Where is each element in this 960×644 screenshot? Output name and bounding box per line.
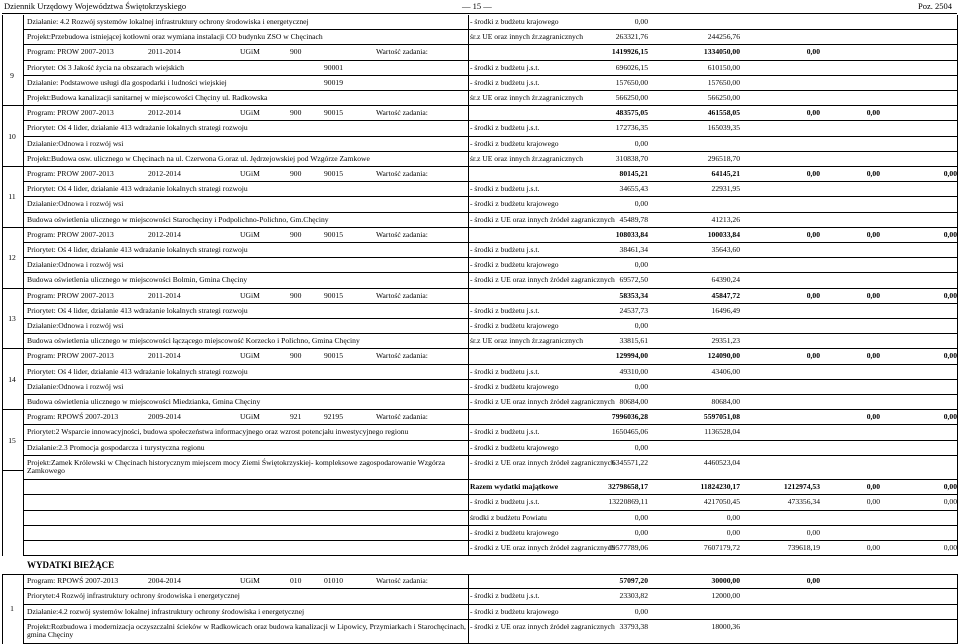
value-year-3: 0,00	[866, 108, 880, 118]
row-rule	[23, 212, 957, 213]
value-total: 0,00	[634, 512, 648, 522]
program-dzial: 010	[290, 576, 302, 586]
total-label: - środki z UE oraz innych źródeł zagranicznych	[470, 542, 615, 552]
value-year-2: 0,00	[806, 576, 820, 586]
program-unit: UGiM	[240, 229, 260, 239]
funding-source: - środki z UE oraz innych źródeł zagranicznych	[470, 621, 615, 631]
value-total: 696026,15	[615, 62, 648, 72]
row-rule	[23, 90, 957, 91]
value-year-4: 0,00	[943, 412, 957, 422]
program-name: Program: RPOWŚ 2007-2013	[27, 412, 119, 422]
value-year-2: 0,00	[806, 47, 820, 57]
value-year-4: 0,00	[943, 290, 957, 300]
left-rule	[23, 15, 24, 556]
row-rule	[23, 272, 957, 273]
value-label: Wartość zadania:	[376, 576, 428, 586]
program-dzial: 900	[290, 351, 302, 361]
total-label: - środki z budżetu j.s.t.	[470, 497, 540, 507]
row-rule	[23, 136, 957, 137]
value-year-1: 22931,95	[711, 184, 740, 194]
row-number: 10	[8, 131, 16, 141]
funding-source: - środki z budżetu j.s.t.	[470, 366, 540, 376]
value-year-2: 0,00	[806, 290, 820, 300]
right-rule	[957, 574, 958, 644]
funding-source: śr.z UE oraz innych źr.zagranicznych	[470, 336, 584, 346]
value-total: 32798658,17	[608, 482, 648, 492]
value-total: 33793,38	[619, 621, 648, 631]
value-year-4: 0,00	[943, 229, 957, 239]
value-total: 1650465,06	[611, 427, 648, 437]
value-total: 0,00	[634, 17, 648, 26]
row-rule	[23, 604, 957, 605]
value-year-3: 0,00	[866, 482, 880, 492]
value-year-1: 5597051,08	[703, 412, 740, 422]
value-year-1: 4217050,45	[703, 497, 740, 507]
group-rule	[2, 470, 23, 471]
value-year-1: 16496,49	[711, 305, 740, 315]
value-total: 310838,70	[615, 153, 648, 163]
header-rule	[2, 13, 957, 14]
row-rule	[23, 455, 957, 456]
row-rule	[23, 379, 957, 380]
journal-title: Dziennik Urzędowy Województwa Świętokrzyskiego	[4, 1, 187, 11]
value-year-1: 244256,76	[707, 32, 740, 42]
program-years: 2012-2014	[148, 108, 181, 118]
program-rozdzial: 01010	[324, 576, 343, 586]
value-total: 0,00	[634, 260, 648, 270]
row-description: Budowa oświetlenia ulicznego w miejscowości Bolmin, Gmina Chęciny	[27, 275, 248, 285]
funding-source: - środki z budżetu j.s.t.	[470, 245, 540, 254]
value-total: 69572,50	[619, 275, 648, 285]
row-description: Działanie:4.2 rozwój systemów lokalnej infrastruktury ochrony środowiska i energetycznej	[27, 606, 305, 616]
row-description: Budowa oświetlenia ulicznego w miejscowości Starochęciny i Podpolichno-Polichno, Gm.Chęciny	[27, 214, 329, 224]
row-rule	[23, 227, 957, 228]
row-rule	[23, 588, 957, 589]
funding-source: - środki z budżetu j.s.t.	[470, 77, 540, 87]
value-year-2: 0,00	[806, 169, 820, 178]
value-year-1: 64390,24	[711, 275, 740, 285]
funding-source: śr.z UE oraz innych źr.zagranicznych	[470, 153, 584, 163]
funding-source: - środki z budżetu j.s.t.	[470, 427, 540, 437]
program-years: 2011-2014	[148, 47, 181, 57]
funding-source: - środki z UE oraz innych źródeł zagranicznych	[470, 457, 615, 467]
value-total: 80145,21	[619, 169, 648, 178]
funding-source: śr.z UE oraz innych źr.zagranicznych	[470, 93, 584, 102]
program-dzial: 900	[290, 169, 302, 178]
value-year-3: 0,00	[866, 351, 880, 361]
position-number: Poz. 2504	[918, 1, 952, 11]
value-year-4: 0,00	[943, 351, 957, 361]
row-rule	[23, 318, 957, 319]
value-year-1: 29351,23	[711, 336, 740, 346]
row-description: Projekt:Przebudowa istniejącej kotłowni oraz wymiana instalacji CO budynku ZSO w Chęcinach	[27, 32, 323, 42]
value-total: 108033,84	[615, 229, 648, 239]
value-year-1: 0,00	[726, 512, 740, 522]
group-rule	[2, 409, 23, 410]
row-description: Działanie:Odnowa i rozwój wsi	[27, 381, 124, 391]
program-name: Program: RPOWŚ 2007-2013	[27, 576, 119, 586]
value-year-1: 610150,00	[707, 62, 740, 72]
value-year-2: 0,00	[806, 108, 820, 118]
value-year-1: 43406,00	[711, 366, 740, 376]
row-rule	[23, 394, 957, 395]
value-year-3: 0,00	[866, 497, 880, 507]
row-description: Priorytet: Oś 4 lider, działanie 413 wdrażanie lokalnych strategi rozwoju	[27, 123, 248, 133]
value-total: 483575,05	[615, 108, 648, 118]
row-rule	[23, 242, 957, 243]
program-years: 2004-2014	[148, 576, 181, 586]
total-label: środki z budżetu Powiatu	[470, 512, 547, 522]
program-dzial: 900	[290, 108, 302, 118]
value-year-2: 1212974,53	[783, 482, 820, 492]
row-rozdzial: 90019	[324, 77, 343, 87]
row-rule	[23, 333, 957, 334]
value-total: 263321,76	[615, 32, 648, 42]
value-total: 58353,34	[619, 290, 648, 300]
program-years: 2012-2014	[148, 169, 181, 178]
row-description: Działanie:Odnowa i rozwój wsi	[27, 260, 124, 270]
program-name: Program: PROW 2007-2013	[27, 108, 114, 118]
row-description-cont: Zamkowego	[27, 465, 65, 475]
left-rule	[23, 574, 24, 644]
value-year-2: 473356,34	[787, 497, 820, 507]
value-total: 6345571,22	[611, 457, 648, 467]
row-rule	[23, 364, 957, 365]
value-year-1: 64145,21	[711, 169, 740, 178]
right-rule	[957, 15, 958, 556]
program-rozdzial: 90015	[324, 351, 343, 361]
page-number: — 15 —	[462, 1, 492, 11]
row-number: 14	[8, 374, 16, 384]
funding-source: - środki z UE oraz innych źródeł zagranicznych	[470, 275, 615, 285]
value-total: 0,00	[634, 442, 648, 452]
row-description: Projekt:Rozbudowa i modernizacja oczyszczalni ścieków w Radkowicach oraz budowa kanalizacji w Lipowicy, Przymiarkach i Starochęcinach,	[27, 621, 466, 631]
source-rule	[468, 574, 469, 644]
program-unit: UGiM	[240, 412, 260, 422]
row-number: 15	[8, 435, 16, 445]
value-total: 45489,78	[619, 214, 648, 224]
section-title: WYDATKI BIEŻĄCE	[27, 560, 115, 571]
program-rozdzial: 92195	[324, 412, 343, 422]
group-rule	[2, 288, 23, 289]
value-total: 0,00	[634, 527, 648, 537]
value-label: Wartość zadania:	[376, 351, 428, 361]
row-rule	[23, 510, 957, 511]
value-total: 49310,00	[619, 366, 648, 376]
value-label: Wartość zadania:	[376, 47, 428, 57]
value-label: Wartość zadania:	[376, 108, 428, 118]
funding-source: - środki z budżetu krajowego	[470, 321, 559, 330]
value-year-1: 165039,35	[707, 123, 740, 133]
funding-source: - środki z budżetu j.s.t.	[470, 123, 540, 133]
program-unit: UGiM	[240, 108, 260, 118]
row-rule	[23, 479, 957, 480]
program-rozdzial: 90015	[324, 169, 343, 178]
row-description: Działanie: 4.2 Rozwój systemów lokalnej infrastruktury ochrony środowiska i energetycznej	[27, 17, 309, 26]
row-number: 1	[10, 604, 14, 614]
row-number: 9	[10, 70, 14, 80]
value-total: 19577789,06	[608, 542, 648, 552]
row-description: Działanie:2.3 Promocja gospodarcza i turystyczna regionu	[27, 442, 205, 452]
value-total: 129994,00	[615, 351, 648, 361]
row-description: Projekt:Budowa kanalizacji sanitarnej w miejscowości Chęciny ul. Radkowska	[27, 93, 268, 102]
value-year-1: 296518,70	[707, 153, 740, 163]
program-dzial: 921	[290, 412, 302, 422]
source-rule	[468, 15, 469, 556]
value-year-3: 0,00	[866, 169, 880, 178]
value-year-1: 30000,00	[711, 576, 740, 586]
value-year-1: 566250,00	[707, 93, 740, 102]
value-year-1: 11824230,17	[700, 482, 740, 492]
value-year-3: 0,00	[866, 290, 880, 300]
value-year-4: 0,00	[943, 542, 957, 552]
value-year-1: 18000,36	[711, 621, 740, 631]
program-years: 2011-2014	[148, 351, 181, 361]
row-rule	[23, 257, 957, 258]
value-year-4: 0,00	[943, 482, 957, 492]
value-year-1: 157650,00	[707, 77, 740, 87]
value-total: 38461,34	[619, 245, 648, 254]
value-year-2: 0,00	[806, 229, 820, 239]
funding-source: - środki z budżetu krajowego	[470, 260, 559, 270]
program-unit: UGiM	[240, 169, 260, 178]
value-total: 157650,00	[615, 77, 648, 87]
value-total: 0,00	[634, 138, 648, 148]
row-description: Projekt:Budowa osw. ulicznego w Chęcinach na ul. Czerwona G.oraz ul. Jędrzejowskiej pod Wzgórze Zamkowe	[27, 153, 370, 163]
row-description: Priorytet: Oś 4 lider, działanie 413 wdrażanie lokalnych strategi rozwoju	[27, 305, 248, 315]
value-year-1: 4460523,04	[703, 457, 740, 467]
row-rule	[23, 151, 957, 152]
value-year-1: 7607179,72	[703, 542, 740, 552]
program-name: Program: PROW 2007-2013	[27, 351, 114, 361]
value-total: 13220869,11	[608, 497, 648, 507]
row-description: Priorytet:2 Wsparcie innowacyjności, budowa społeczeństwa informacyjnego oraz wzrost potencjału inwestycyjnego regionu	[27, 427, 409, 437]
value-year-1: 45847,72	[711, 290, 740, 300]
value-label: Wartość zadania:	[376, 412, 428, 422]
funding-source: - środki z budżetu krajowego	[470, 381, 559, 391]
funding-source: - środki z budżetu krajowego	[470, 199, 559, 209]
row-number: 12	[8, 253, 16, 263]
row-description: Priorytet:4 Rozwój infrastruktury ochrony środowiska i energetycznej	[27, 591, 240, 601]
program-dzial: 900	[290, 47, 302, 57]
funding-source: śr.z UE oraz innych źr.zagranicznych	[470, 32, 584, 42]
row-rule	[23, 494, 957, 495]
value-total: 172736,35	[615, 123, 648, 133]
value-total: 57097,20	[619, 576, 648, 586]
group-rule	[2, 227, 23, 228]
row-rule	[23, 75, 957, 76]
funding-source: - środki z UE oraz innych źródeł zagranicznych	[470, 214, 615, 224]
value-year-1: 1334050,00	[703, 47, 740, 57]
value-total: 34655,43	[619, 184, 648, 194]
value-total: 24537,73	[619, 305, 648, 315]
funding-source: - środki z budżetu krajowego	[470, 138, 559, 148]
funding-source: - środki z UE oraz innych źródeł zagranicznych	[470, 397, 615, 406]
value-year-1: 0,00	[726, 527, 740, 537]
row-description: Priorytet: Oś 4 lider, działanie 413 wdrażanie lokalnych strategi rozwoju	[27, 366, 248, 376]
value-label: Wartość zadania:	[376, 169, 428, 178]
total-label: Razem wydatki majątkowe	[470, 482, 559, 492]
row-rule	[23, 555, 957, 556]
row-description-cont: gmina Chęciny	[27, 629, 74, 639]
row-rule	[23, 166, 957, 167]
program-name: Program: PROW 2007-2013	[27, 290, 114, 300]
value-year-3: 0,00	[866, 542, 880, 552]
value-total: 0,00	[634, 606, 648, 616]
row-description: Działanie:Odnowa i rozwój wsi	[27, 199, 124, 209]
program-unit: UGiM	[240, 576, 260, 586]
program-name: Program: PROW 2007-2013	[27, 47, 114, 57]
value-year-2: 0,00	[806, 351, 820, 361]
value-year-3: 0,00	[866, 412, 880, 422]
row-rule	[23, 120, 957, 121]
value-total: 0,00	[634, 321, 648, 330]
row-rule	[23, 29, 957, 30]
funding-source: - środki z budżetu j.s.t.	[470, 62, 540, 72]
row-rozdzial: 90001	[324, 62, 343, 72]
value-year-3: 0,00	[866, 229, 880, 239]
program-years: 2009-2014	[148, 412, 181, 422]
row-number: 13	[8, 314, 16, 323]
funding-source: - środki z budżetu j.s.t.	[470, 184, 540, 194]
value-year-1: 124090,00	[707, 351, 740, 361]
row-description: Działanie: Podstawowe usługi dla gospodarki i ludności wiejskiej	[27, 77, 227, 87]
row-description: Priorytet: Oś 4 lider, działanie 413 wdrażanie lokalnych strategi rozwoju	[27, 245, 248, 254]
value-year-4: 0,00	[943, 497, 957, 507]
program-years: 2012-2014	[148, 229, 181, 239]
group-rule	[2, 105, 23, 106]
funding-source: - środki z budżetu krajowego	[470, 17, 559, 26]
outer-left-rule	[2, 15, 3, 556]
funding-source: - środki z budżetu krajowego	[470, 442, 559, 452]
value-total: 7996036,28	[611, 412, 648, 422]
group-rule	[2, 348, 23, 349]
program-name: Program: PROW 2007-2013	[27, 229, 114, 239]
value-total: 0,00	[634, 199, 648, 209]
page-header	[0, 0, 960, 12]
row-description: Działanie:Odnowa i rozwój wsi	[27, 321, 124, 330]
row-rule	[23, 424, 957, 425]
value-year-1: 12000,00	[711, 591, 740, 601]
program-rozdzial: 90015	[324, 108, 343, 118]
program-name: Program: PROW 2007-2013	[27, 169, 114, 178]
program-unit: UGiM	[240, 351, 260, 361]
value-year-1: 80684,00	[711, 397, 740, 406]
program-unit: UGiM	[240, 290, 260, 300]
row-rule	[23, 409, 957, 410]
value-label: Wartość zadania:	[376, 290, 428, 300]
row-rule	[23, 105, 957, 106]
row-rule	[23, 525, 957, 526]
value-total: 1419926,15	[611, 47, 648, 57]
value-total: 33815,61	[619, 336, 648, 346]
row-rule	[23, 44, 957, 45]
row-rule	[23, 196, 957, 197]
row-description: Budowa oświetlenia ulicznego w miejscowości Miedzianka, Gmina Chęciny	[27, 397, 261, 406]
value-year-1: 41213,26	[711, 214, 740, 224]
program-dzial: 900	[290, 229, 302, 239]
value-total: 0,00	[634, 381, 648, 391]
value-year-1: 1136528,04	[704, 427, 740, 437]
section-top-rule	[2, 574, 957, 575]
value-total: 566250,00	[615, 93, 648, 102]
row-description: Budowa oświetlenia ulicznego w miejscowości łączącego miejscowość Korzecko i Polichno, Gmina Chęciny	[27, 336, 360, 346]
value-year-1: 100033,84	[707, 229, 740, 239]
row-description: Priorytet: Oś 4 lider, działanie 413 wdrażanie lokalnych strategi rozwoju	[27, 184, 248, 194]
value-total: 23303,82	[619, 591, 648, 601]
row-rule	[23, 60, 957, 61]
row-rule	[23, 181, 957, 182]
funding-source: - środki z budżetu j.s.t.	[470, 305, 540, 315]
group-rule	[2, 166, 23, 167]
value-year-4: 0,00	[943, 169, 957, 178]
row-rule	[23, 540, 957, 541]
program-unit: UGiM	[240, 47, 260, 57]
row-rule	[23, 348, 957, 349]
program-rozdzial: 90015	[324, 290, 343, 300]
value-year-1: 461558,05	[707, 108, 740, 118]
row-rule	[23, 440, 957, 441]
row-description: Działanie:Odnowa i rozwój wsi	[27, 138, 124, 148]
row-rule	[23, 619, 957, 620]
value-year-2: 739618,19	[787, 542, 820, 552]
row-rule	[23, 288, 957, 289]
value-total: 80684,00	[619, 397, 648, 406]
value-year-2: 0,00	[806, 527, 820, 537]
row-rule	[23, 303, 957, 304]
row-description: Priorytet: Oś 3 Jakość życia na obszarach wiejskich	[27, 62, 185, 72]
program-years: 2011-2014	[148, 290, 181, 300]
value-year-1: 35643,60	[711, 245, 740, 254]
row-description: Projekt:Zamek Królewski w Chęcinach historycznym miejscem mocy Ziemi Świętokrzyskiej- kompleksowe zagospodarowanie Wzgórza	[27, 457, 446, 467]
total-label: - środki z budżetu krajowego	[470, 527, 559, 537]
row-number: 11	[8, 192, 16, 202]
value-label: Wartość zadania:	[376, 229, 428, 239]
funding-source: - środki z budżetu krajowego	[470, 606, 559, 616]
funding-source: - środki z budżetu j.s.t.	[470, 591, 540, 601]
program-dzial: 900	[290, 290, 302, 300]
budget-table	[0, 15, 960, 637]
program-rozdzial: 90015	[324, 229, 343, 239]
